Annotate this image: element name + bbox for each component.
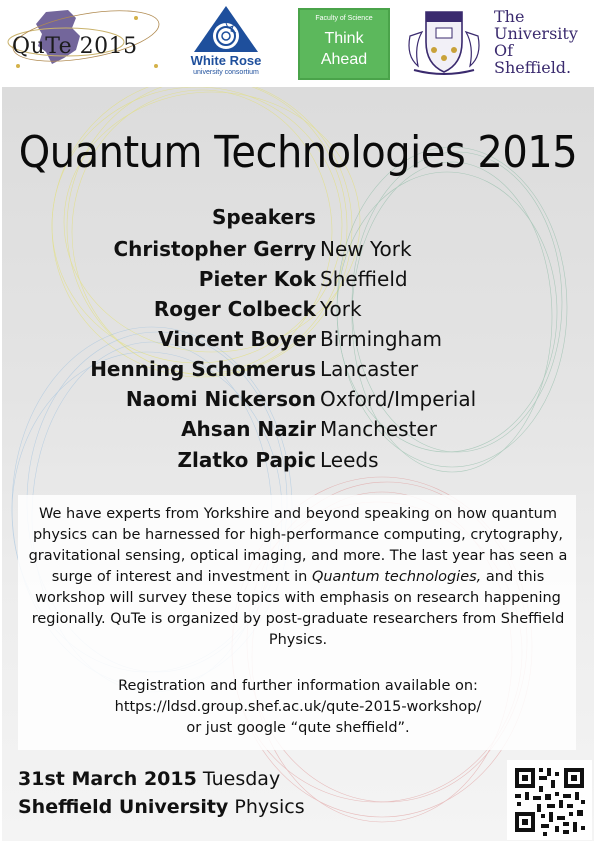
think-label: Think: [324, 30, 364, 47]
speakers-heading: Speakers: [212, 205, 316, 229]
event-date-bold: 31st March 2015: [18, 768, 197, 790]
logo-strip: [0, 0, 596, 86]
ahead-label: Ahead: [320, 51, 368, 68]
speaker-affiliation: Oxford/Imperial: [320, 387, 477, 411]
poster-title: Quantum Technologies 2015: [18, 128, 578, 178]
university-name: [494, 8, 594, 78]
event-venue-bold: Sheffield University: [18, 796, 229, 818]
description-italic: Quantum technologies,: [311, 569, 482, 585]
speaker-name: Henning Schomerus: [90, 357, 316, 381]
registration-url[interactable]: https://ldsd.group.shef.ac.uk/qute-2015-workshop/: [114, 699, 482, 715]
speaker-row: [0, 357, 596, 387]
speaker-affiliation: New York: [320, 237, 412, 261]
registration-info: [20, 676, 576, 739]
speaker-row: [0, 237, 596, 267]
white-rose-logo: [176, 4, 276, 82]
speaker-name: Pieter Kok: [198, 267, 316, 291]
white-rose-subtitle: university consortium: [193, 69, 259, 76]
speaker-name: Ahsan Nazir: [181, 417, 316, 441]
white-rose-name: White Rose: [190, 53, 262, 68]
speaker-name: Naomi Nickerson: [125, 387, 316, 411]
speaker-row: [0, 417, 596, 447]
speaker-affiliation: York: [320, 297, 362, 321]
think-ahead-logo: [298, 8, 390, 80]
speaker-affiliation: Leeds: [320, 448, 379, 472]
speaker-name: Vincent Boyer: [158, 327, 316, 351]
event-venue-dept: Physics: [234, 796, 305, 818]
event-date: [18, 768, 280, 790]
workshop-description: [20, 504, 576, 651]
speaker-name: Roger Colbeck: [153, 297, 316, 321]
event-day: Tuesday: [202, 768, 281, 790]
description-text-2: and this workshop will survey these topics with emphasis on research happening regionally. QuTe is organized by post-graduate researchers from Sheffield Physics.: [31, 569, 565, 648]
event-venue: [18, 796, 305, 818]
university-crest-icon: [404, 6, 484, 78]
registration-line-1: Registration and further information available on:: [118, 678, 478, 694]
speaker-row: [0, 297, 596, 327]
speaker-row: [0, 327, 596, 357]
university-crest: [404, 6, 484, 78]
qr-code[interactable]: [507, 760, 592, 840]
speaker-name: Christopher Gerry: [113, 237, 316, 261]
description-text-1: We have experts from Yorkshire and beyond speaking on how quantum physics can be harnessed for high-performance computing, crytography, gravitational sensing, optical imaging, and more. The last year has seen a surge of interest and investment in: [28, 506, 568, 585]
speaker-affiliation: Lancaster: [320, 357, 419, 381]
speaker-row: [0, 448, 596, 478]
speaker-row: [0, 387, 596, 417]
speaker-affiliation: Sheffield: [320, 267, 408, 291]
registration-line-3: or just google “qute sheffield”.: [186, 720, 410, 736]
white-rose-logo-icon: [176, 4, 276, 54]
qr-code-icon: [507, 760, 592, 840]
qute-logo-text: QuTe 2015: [12, 34, 138, 59]
speaker-affiliation: Manchester: [320, 417, 437, 441]
speaker-name: Zlatko Papic: [177, 448, 316, 472]
faculty-label: Faculty of Science: [315, 15, 373, 22]
qute-logo: [6, 6, 166, 78]
university-line-1: The: [494, 7, 525, 26]
speaker-row: [0, 267, 596, 297]
university-line-3: Of: [494, 41, 514, 60]
speaker-affiliation: Birmingham: [320, 327, 442, 351]
university-line-4: Sheffield.: [494, 58, 572, 77]
university-line-2: University: [494, 24, 578, 43]
